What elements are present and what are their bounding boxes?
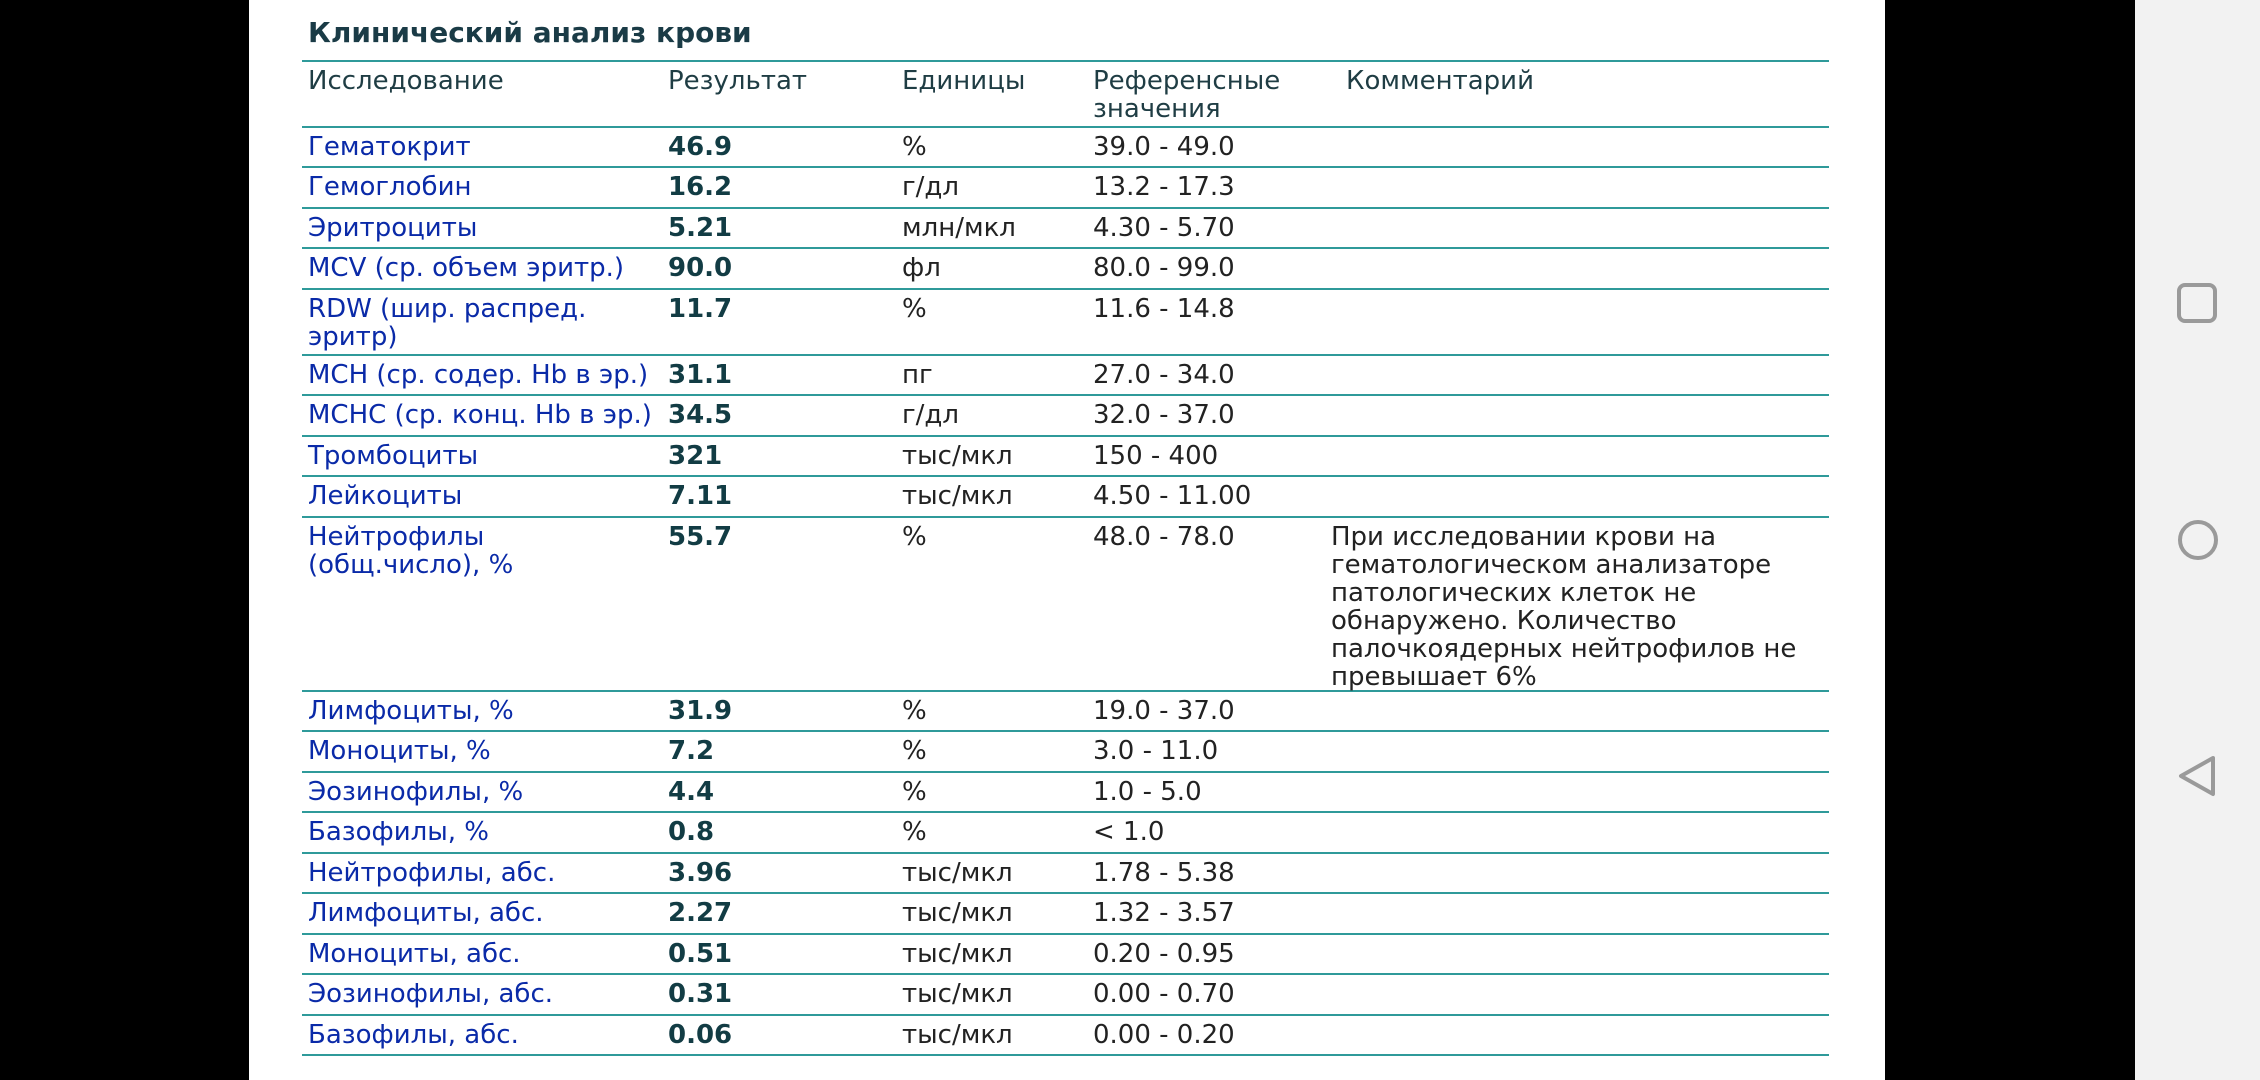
column-header-comment: Комментарий <box>1346 66 1534 96</box>
comment <box>1331 133 1829 164</box>
result-value: 90.0 <box>668 253 733 283</box>
reference-range: 1.0 - 5.0 <box>1093 777 1202 807</box>
reference-range: 3.0 - 11.0 <box>1093 736 1219 766</box>
comment: При исследовании крови на гематологическом анализаторе патологических клеток не обнаружено. Количество палочкоядерных нейтрофилов не превышает 6% <box>1331 522 1797 692</box>
test-name[interactable]: MCHC (ср. конц. Hb в эр.) <box>308 400 652 430</box>
result-value: 7.2 <box>668 736 715 766</box>
units: тыс/мкл <box>902 898 1013 928</box>
comment <box>1331 254 1829 286</box>
table-row <box>302 813 1829 854</box>
test-name[interactable]: Нейтрофилы (общ.число), % <box>308 522 514 580</box>
reference-range: < 1.0 <box>1093 817 1165 847</box>
column-header-reference: Референсные значения <box>1093 66 1281 124</box>
table-header <box>302 62 1829 128</box>
back-icon[interactable] <box>2177 754 2217 798</box>
table-row <box>302 209 1829 249</box>
comment <box>1331 214 1829 245</box>
result-value: 3.96 <box>668 858 733 888</box>
reference-range: 0.00 - 0.20 <box>1093 1020 1235 1050</box>
recent-apps-icon[interactable] <box>2177 283 2217 323</box>
units: тыс/мкл <box>902 939 1013 969</box>
units: пг <box>902 360 933 390</box>
test-name[interactable]: Базофилы, % <box>308 817 490 847</box>
table-row <box>302 396 1829 437</box>
reference-range: 13.2 - 17.3 <box>1093 172 1235 202</box>
result-value: 321 <box>668 441 723 471</box>
test-name[interactable]: Базофилы, абс. <box>308 1020 519 1050</box>
column-header-test: Исследование <box>308 66 504 96</box>
test-name[interactable]: Эритроциты <box>308 213 478 243</box>
units: % <box>902 522 927 552</box>
comment <box>1331 778 1829 809</box>
table-row <box>302 854 1829 894</box>
units: % <box>902 736 927 766</box>
comment <box>1331 1021 1829 1052</box>
page-title: Клинический анализ крови <box>308 16 752 49</box>
reference-range: 0.20 - 0.95 <box>1093 939 1235 969</box>
reference-range: 0.00 - 0.70 <box>1093 979 1235 1009</box>
result-value: 4.4 <box>668 777 715 807</box>
units: фл <box>902 253 941 283</box>
comment <box>1331 697 1829 728</box>
test-name[interactable]: Лейкоциты <box>308 481 463 511</box>
comment <box>1331 818 1829 850</box>
table-row <box>302 290 1829 356</box>
test-name[interactable]: Лимфоциты, % <box>308 696 514 726</box>
results-table <box>302 60 1829 1056</box>
table-row <box>302 518 1829 692</box>
comment <box>1331 859 1829 890</box>
table-row <box>302 477 1829 518</box>
comment <box>1331 442 1829 473</box>
units: тыс/мкл <box>902 441 1013 471</box>
table-row <box>302 894 1829 935</box>
reference-range: 150 - 400 <box>1093 441 1219 471</box>
comment <box>1331 482 1829 514</box>
comment <box>1331 737 1829 769</box>
android-navigation-bar <box>2135 0 2260 1080</box>
result-value: 0.51 <box>668 939 733 969</box>
test-name[interactable]: MCV (ср. объем эритр.) <box>308 253 625 283</box>
test-name[interactable]: MCH (ср. содер. Hb в эр.) <box>308 360 649 390</box>
reference-range: 27.0 - 34.0 <box>1093 360 1235 390</box>
result-value: 0.06 <box>668 1020 733 1050</box>
result-value: 0.31 <box>668 979 733 1009</box>
test-name[interactable]: Моноциты, % <box>308 736 491 766</box>
table-row <box>302 437 1829 477</box>
units: тыс/мкл <box>902 858 1013 888</box>
test-name[interactable]: Лимфоциты, абс. <box>308 898 544 928</box>
table-row <box>302 935 1829 975</box>
table-row <box>302 732 1829 773</box>
units: г/дл <box>902 400 960 430</box>
result-value: 0.8 <box>668 817 715 847</box>
result-value: 16.2 <box>668 172 733 202</box>
reference-range: 32.0 - 37.0 <box>1093 400 1235 430</box>
comment <box>1331 295 1829 352</box>
table-row <box>302 168 1829 209</box>
units: г/дл <box>902 172 960 202</box>
document-page <box>249 0 1885 1080</box>
reference-range: 48.0 - 78.0 <box>1093 522 1235 552</box>
comment <box>1331 940 1829 971</box>
units: % <box>902 696 927 726</box>
result-value: 31.1 <box>668 360 733 390</box>
reference-range: 39.0 - 49.0 <box>1093 132 1235 162</box>
column-header-units: Единицы <box>902 66 1026 96</box>
table-row <box>302 692 1829 732</box>
result-value: 31.9 <box>668 696 733 726</box>
units: % <box>902 817 927 847</box>
units: тыс/мкл <box>902 481 1013 511</box>
comment <box>1331 980 1829 1012</box>
table-row <box>302 249 1829 290</box>
test-name[interactable]: Эозинофилы, абс. <box>308 979 554 1009</box>
result-value: 34.5 <box>668 400 733 430</box>
test-name[interactable]: Эозинофилы, % <box>308 777 524 807</box>
table-row <box>302 1016 1829 1056</box>
result-value: 2.27 <box>668 898 733 928</box>
column-header-result: Результат <box>668 66 808 96</box>
reference-range: 1.32 - 3.57 <box>1093 898 1235 928</box>
reference-range: 11.6 - 14.8 <box>1093 294 1235 324</box>
table-row <box>302 356 1829 396</box>
comment <box>1331 361 1829 392</box>
reference-range: 19.0 - 37.0 <box>1093 696 1235 726</box>
comment <box>1331 899 1829 931</box>
test-name[interactable]: Гематокрит <box>308 132 471 162</box>
test-name[interactable]: Нейтрофилы, абс. <box>308 858 556 888</box>
test-name[interactable]: Гемоглобин <box>308 172 472 202</box>
test-name[interactable]: Моноциты, абс. <box>308 939 521 969</box>
result-value: 55.7 <box>668 522 733 552</box>
units: % <box>902 294 927 324</box>
units: % <box>902 132 927 162</box>
table-row <box>302 773 1829 813</box>
reference-range: 4.30 - 5.70 <box>1093 213 1235 243</box>
test-name[interactable]: RDW (шир. распред. эритр) <box>308 294 587 352</box>
result-value: 11.7 <box>668 294 733 324</box>
units: млн/мкл <box>902 213 1016 243</box>
comment <box>1331 401 1829 433</box>
reference-range: 1.78 - 5.38 <box>1093 858 1235 888</box>
home-icon[interactable] <box>2177 519 2219 561</box>
comment <box>1331 173 1829 205</box>
reference-range: 80.0 - 99.0 <box>1093 253 1235 283</box>
units: % <box>902 777 927 807</box>
reference-range: 4.50 - 11.00 <box>1093 481 1252 511</box>
units: тыс/мкл <box>902 1020 1013 1050</box>
units: тыс/мкл <box>902 979 1013 1009</box>
result-value: 5.21 <box>668 213 733 243</box>
table-row <box>302 128 1829 168</box>
result-value: 7.11 <box>668 481 733 511</box>
result-value: 46.9 <box>668 132 733 162</box>
table-row <box>302 975 1829 1016</box>
test-name[interactable]: Тромбоциты <box>308 441 479 471</box>
